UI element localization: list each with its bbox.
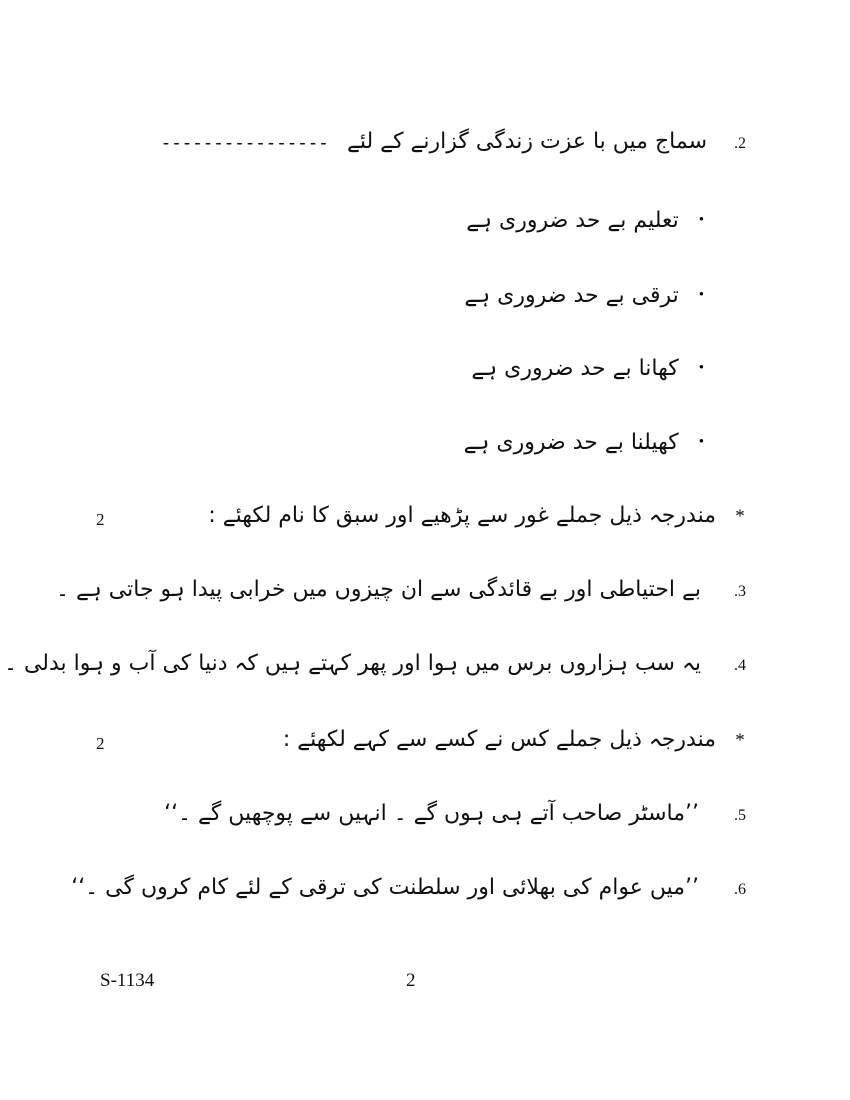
instruction-1-row xyxy=(208,500,750,532)
option-3-text: کھانا بے حد ضروری ہے xyxy=(471,356,679,381)
asterisk-marker: * xyxy=(735,730,745,751)
instruction-2-text: مندرجہ ذیل جملے کس نے کسے سے کہے لکھئے : xyxy=(282,727,716,752)
option-row-2 xyxy=(464,280,704,312)
bullet-icon: • xyxy=(698,212,704,229)
question-3-row xyxy=(56,574,757,606)
option-row-3 xyxy=(471,353,704,385)
question-5-number: 5. xyxy=(734,807,746,824)
question-5-text: ’’ماسٹر صاحب آتے ہی ہوں گے ۔ انہیں سے پوچھیں گے ۔‘‘ xyxy=(164,801,699,826)
bullet-icon: • xyxy=(698,287,704,304)
instruction-1-marks: 2 xyxy=(96,510,105,529)
option-4-text: کھیلنا بے حد ضروری ہے xyxy=(463,430,679,455)
instruction-2-row xyxy=(283,724,750,756)
question-2-number: 2. xyxy=(734,135,746,152)
footer-page-number: 2 xyxy=(406,970,416,991)
option-2-text: ترقی بے حد ضروری ہے xyxy=(464,283,679,308)
option-row-4 xyxy=(464,427,704,459)
asterisk-marker: * xyxy=(735,506,745,527)
question-6-text: ’’میں عوام کی بھلائی اور سلطنت کی ترقی کے لئے کام کروں گی ۔‘‘ xyxy=(71,875,699,900)
bullet-icon: • xyxy=(698,360,704,377)
question-4-number: 4. xyxy=(734,657,746,674)
question-3-text: بے احتیاطی اور بے قائدگی سے ان چیزوں میں خرابی پیدا ہو جاتی ہے ۔ xyxy=(56,577,701,602)
instruction-1-text: مندرجہ ذیل جملے غور سے پڑھیے اور سبق کا نام لکھئے : xyxy=(208,503,716,528)
question-6-number: 6. xyxy=(734,881,746,898)
question-2-row xyxy=(163,126,757,158)
option-1-text: تعلیم بے حد ضروری ہے xyxy=(466,208,679,233)
question-4-row xyxy=(4,648,757,680)
question-5-row xyxy=(164,798,757,830)
instruction-2-marks: 2 xyxy=(96,734,105,753)
fill-in-blank-line: ---------------- xyxy=(163,132,331,152)
question-4-text: یہ سب ہزاروں برس میں ہوا اور پھر کہتے ہیں کہ دنیا کی آب و ہوا بدلی ۔ xyxy=(4,651,701,676)
question-6-row xyxy=(71,872,757,904)
question-2-text: سماج میں با عزت زندگی گزارنے کے لئے xyxy=(346,129,707,154)
question-3-number: 3. xyxy=(734,583,746,600)
option-row-1 xyxy=(466,205,704,237)
bullet-icon: • xyxy=(698,434,704,451)
footer-paper-code: S-1134 xyxy=(100,970,155,991)
